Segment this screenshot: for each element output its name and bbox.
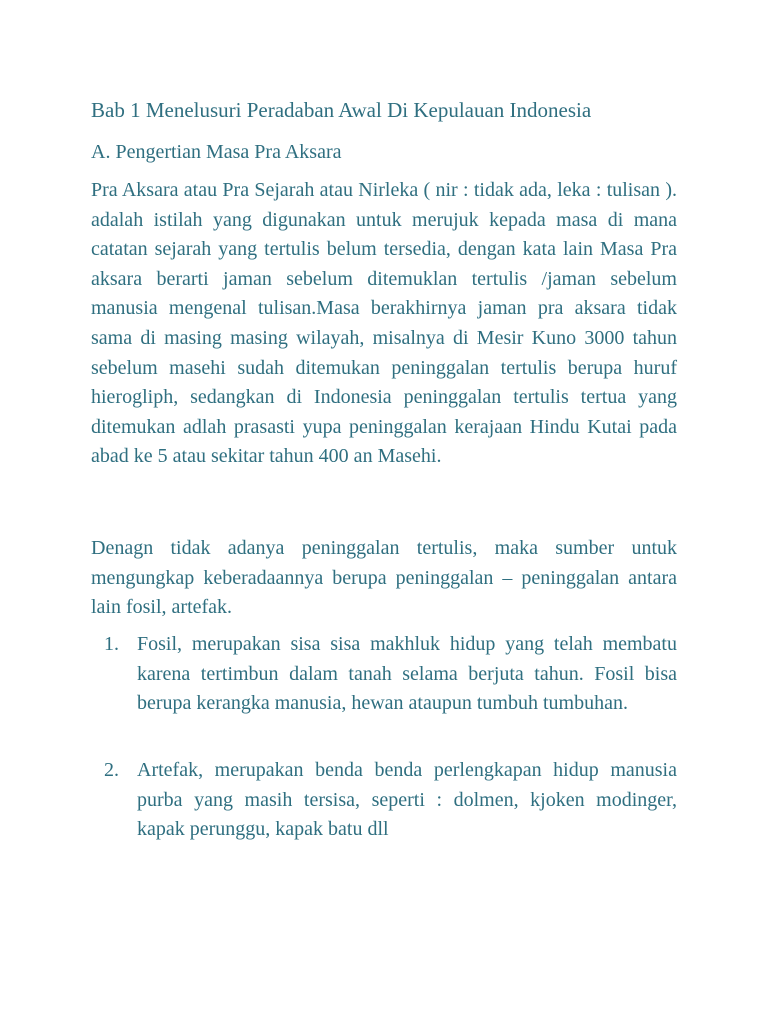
list-number: 2. xyxy=(104,759,119,781)
chapter-title: Bab 1 Menelusuri Peradaban Awal Di Kepulauan Indonesia xyxy=(91,98,592,122)
body-paragraph-definition: Pra Aksara atau Pra Sejarah atau Nirleka ( nir : tidak ada, leka : tulisan ). adalah istilah yang digunakan untuk merujuk kepada masa di mana catatan sejarah yang tertulis belum tersedia, dengan kata lain Masa Pra aksara berarti jaman sebelum ditemuklan tertulis /jaman sebelum manusia mengenal tulisan.Masa berakhirnya jaman pra aksara tidak sama di masing masing wilayah, misalnya di Mesir Kuno 3000 tahun sebelum masehi sudah ditemukan peninggalan tertulis berupa huruf hierogliph, sedangkan di Indonesia peninggalan tertulis tertua yang ditemukan adlah prasasti yupa peninggalan kerajaan Hindu Kutai pada abad ke 5 atau sekitar tahun 400 an Masehi. xyxy=(91,179,677,468)
list-number: 1. xyxy=(104,633,119,655)
list-item-text: Fosil, merupakan sisa sisa makhluk hidup yang telah membatu karena tertimbun dalam tanah selama berjuta tahun. Fosil bisa berupa kerangka manusia, hewan ataupun tumbuh tumbuhan. xyxy=(137,633,677,715)
body-paragraph-sources: Denagn tidak adanya peninggalan tertulis, maka sumber untuk mengungkap keberadaannya berupa peninggalan – peninggalan antara lain fosil, artefak. xyxy=(91,537,677,619)
document-page xyxy=(91,0,677,1024)
list-item-text: Artefak, merupakan benda benda perlengkapan hidup manusia purba yang masih tersisa, seperti : dolmen, kjoken modinger, kapak perunggu, kapak batu dll xyxy=(137,759,677,841)
section-heading: A. Pengertian Masa Pra Aksara xyxy=(91,141,342,163)
